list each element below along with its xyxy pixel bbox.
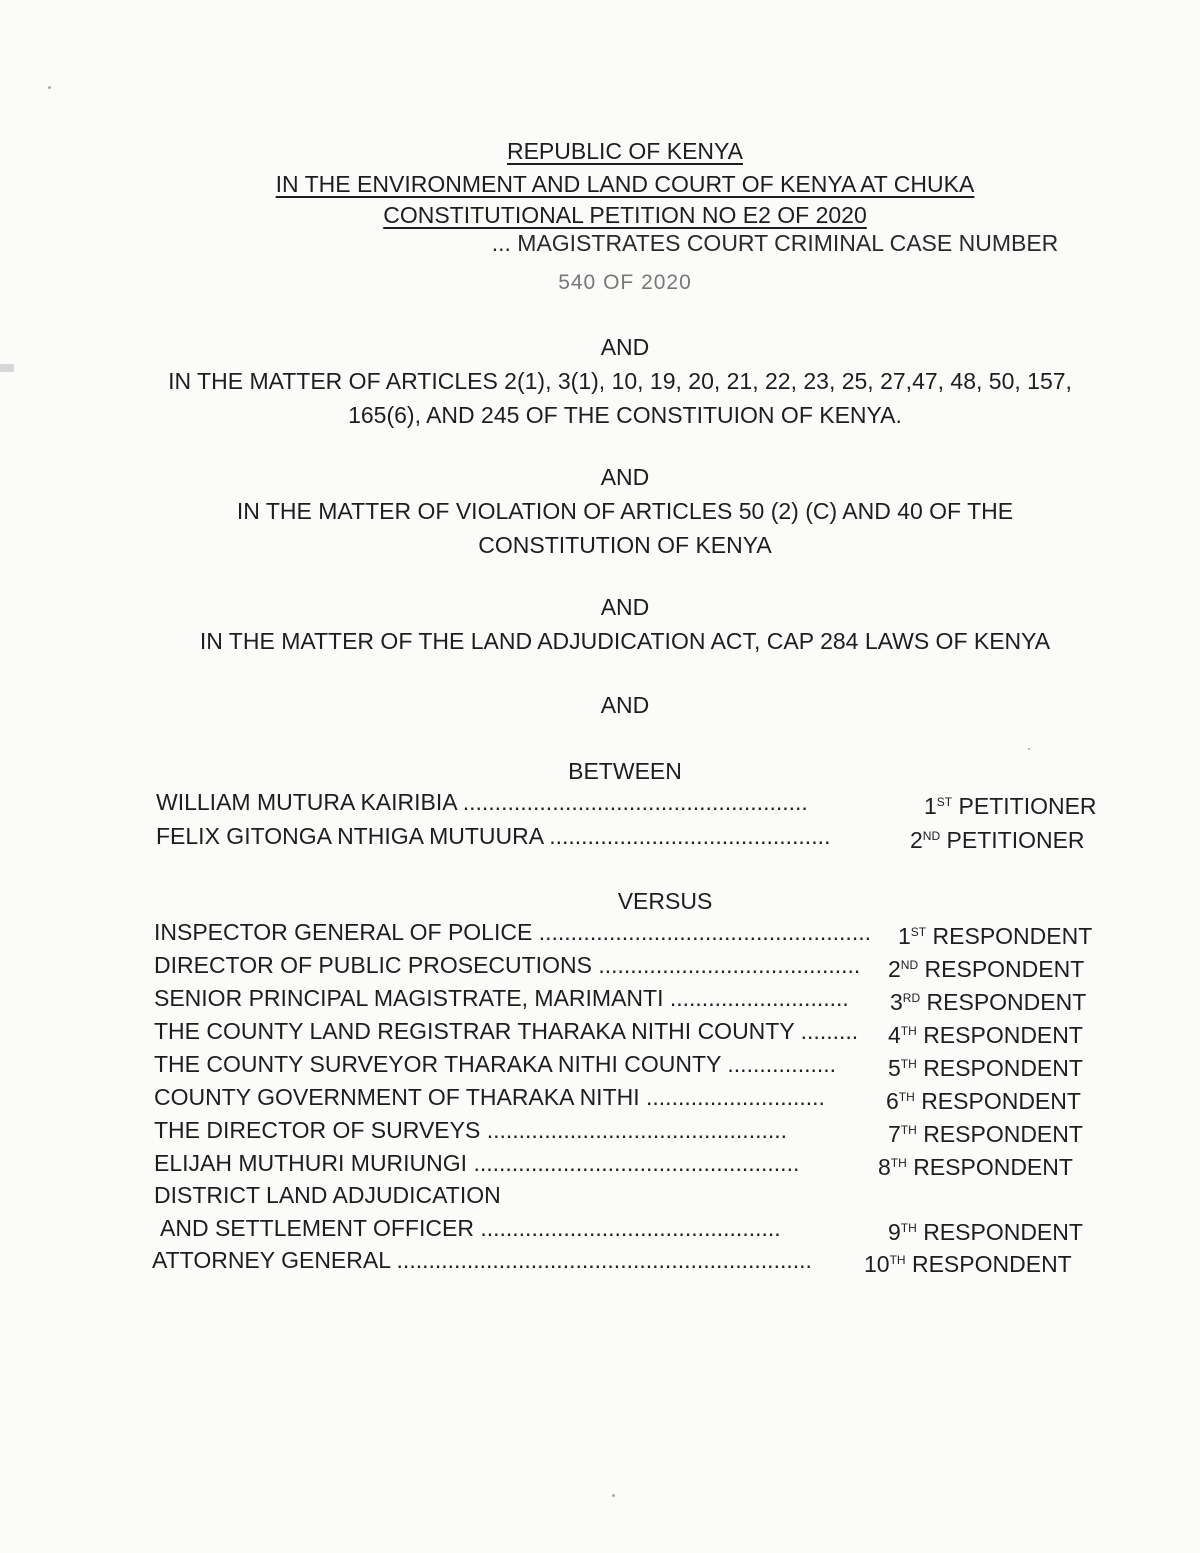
- petitioner-1-role: 1ST PETITIONER: [924, 793, 1097, 819]
- respondent-6-role: 6TH RESPONDENT: [886, 1088, 1081, 1114]
- header-court: IN THE ENVIRONMENT AND LAND COURT OF KENYA AT CHUKA: [275, 171, 975, 197]
- respondent-10-role: 10TH RESPONDENT: [864, 1251, 1072, 1277]
- respondent-9-role: 9TH RESPONDENT: [888, 1219, 1083, 1245]
- respondent-4-name: THE COUNTY LAND REGISTRAR THARAKA NITHI COUNTY .........: [154, 1018, 859, 1044]
- respondent-3-name: SENIOR PRINCIPAL MAGISTRATE, MARIMANTI ............................: [154, 985, 849, 1011]
- respondent-9-name-line1: DISTRICT LAND ADJUDICATION: [154, 1182, 501, 1208]
- respondent-7-role: 7TH RESPONDENT: [888, 1121, 1083, 1147]
- petitioner-1-name: WILLIAM MUTURA KAIRIBIA ......................................................: [156, 789, 808, 815]
- scan-speck: [1028, 748, 1030, 750]
- header-petition-number: CONSTITUTIONAL PETITION NO E2 OF 2020: [383, 202, 867, 228]
- between-label: BETWEEN: [568, 758, 682, 784]
- and-2: AND: [600, 464, 650, 490]
- respondent-8-name: ELIJAH MUTHURI MURIUNGI ...................................................: [154, 1150, 800, 1176]
- respondent-2-role: 2ND RESPONDENT: [888, 956, 1085, 982]
- matter-1-line-2: 165(6), AND 245 OF THE CONSTITUION OF KENYA.: [348, 402, 902, 428]
- matter-2-line-2: CONSTITUTION OF KENYA: [478, 532, 772, 558]
- respondent-6-name: COUNTY GOVERNMENT OF THARAKA NITHI ............................: [154, 1084, 825, 1110]
- header-criminal-case: ... MAGISTRATES COURT CRIMINAL CASE NUMBER: [491, 230, 1059, 252]
- petitioner-2-role: 2ND PETITIONER: [910, 827, 1085, 853]
- respondent-4-role: 4TH RESPONDENT: [888, 1022, 1083, 1048]
- and-4: AND: [600, 692, 650, 718]
- scan-speck: [612, 1494, 615, 1497]
- and-1: AND: [600, 334, 650, 360]
- matter-3-line-1: IN THE MATTER OF THE LAND ADJUDICATION ACT, CAP 284 LAWS OF KENYA: [199, 628, 1051, 654]
- respondent-10-name: ATTORNEY GENERAL .................................................................: [152, 1247, 812, 1273]
- petitioner-2-name: FELIX GITONGA NTHIGA MUTUURA ............................................: [156, 823, 831, 849]
- scan-speck: [48, 86, 51, 89]
- respondent-2-name: DIRECTOR OF PUBLIC PROSECUTIONS .........................................: [154, 952, 861, 978]
- respondent-7-name: THE DIRECTOR OF SURVEYS ...............................................: [154, 1117, 788, 1143]
- versus-label: VERSUS: [617, 888, 713, 914]
- header-case-year: 540 OF 2020: [558, 271, 692, 294]
- matter-1-line-1: IN THE MATTER OF ARTICLES 2(1), 3(1), 10, 19, 20, 21, 22, 23, 25, 27,47, 48, 50, 157,: [168, 368, 1072, 394]
- matter-2-line-1: IN THE MATTER OF VIOLATION OF ARTICLES 50 (2) (C) AND 40 OF THE: [236, 498, 1014, 524]
- respondent-9-name: AND SETTLEMENT OFFICER ...............................................: [160, 1215, 781, 1241]
- respondent-5-name: THE COUNTY SURVEYOR THARAKA NITHI COUNTY .................: [154, 1051, 837, 1077]
- respondent-8-role: 8TH RESPONDENT: [878, 1154, 1073, 1180]
- respondent-3-role: 3RD RESPONDENT: [890, 989, 1087, 1015]
- header-republic: REPUBLIC OF KENYA: [506, 138, 744, 164]
- and-3: AND: [600, 594, 650, 620]
- respondent-1-role: 1ST RESPONDENT: [898, 923, 1093, 949]
- respondent-5-role: 5TH RESPONDENT: [888, 1055, 1083, 1081]
- respondent-1-name: INSPECTOR GENERAL OF POLICE ....................................................: [154, 919, 871, 945]
